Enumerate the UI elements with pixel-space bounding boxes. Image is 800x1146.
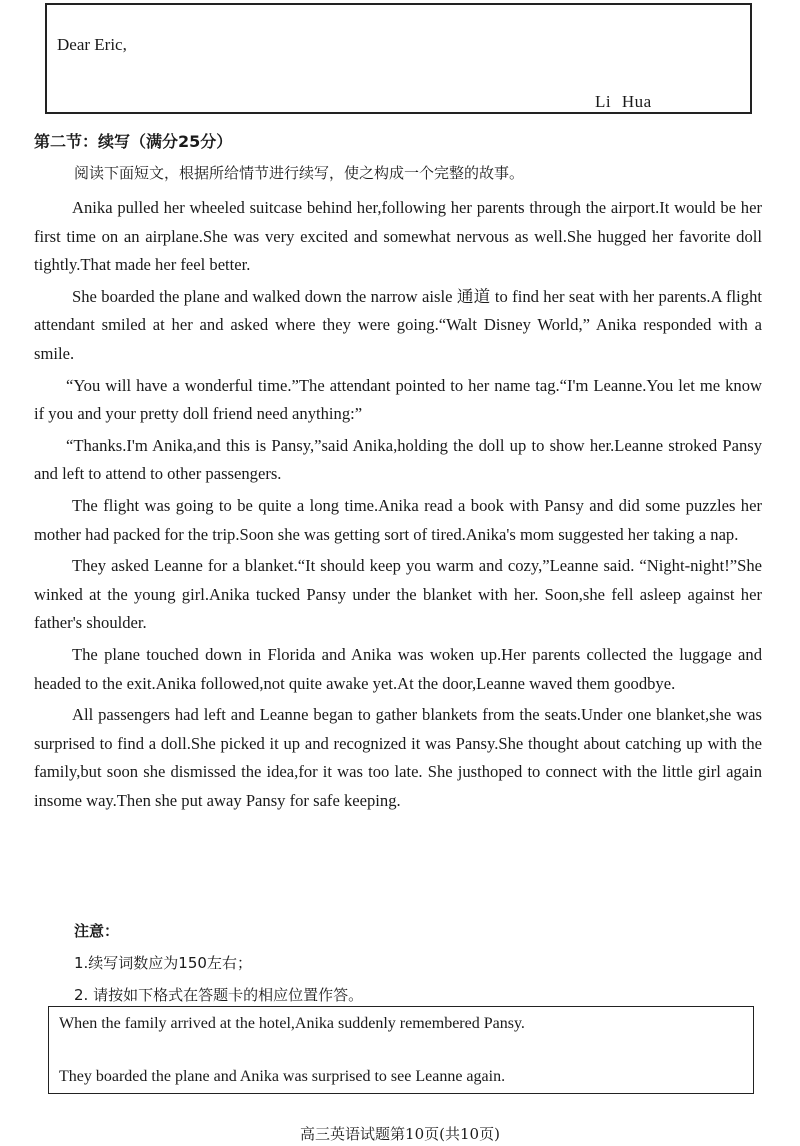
notes-item-2: 2. 请按如下格式在答题卡的相应位置作答。 xyxy=(74,986,364,1004)
story-paragraph-3: “You will have a wonderful time.”The attendant pointed to her name tag.“I'm Leanne.You let me know if you and your pretty doll friend need anything:” xyxy=(34,375,762,424)
notes-heading: 注意： xyxy=(74,922,120,940)
story-paragraph-8: All passengers had left and Leanne began to gather blankets from the seats.Under one blanket,she was surprised to find a doll.She picked it up and recognized it was Pansy.She thought about catching up with the family,but soon she dismissed the idea,for it was too late. She justhoped to connect with the little girl again insome way.Then she put away Pansy for safe keeping. xyxy=(34,705,762,810)
story-paragraph-1: Anika pulled her wheeled suitcase behind her,following her parents through the airport.It would be her first time on an airplane.She was very excited and somewhat nervous as well.She hugged her favorite doll tightly.That made her feel better. xyxy=(34,198,762,275)
signature-last-name: Hua xyxy=(621,92,652,111)
story-paragraph-4: “Thanks.I'm Anika,and this is Pansy,”said Anika,holding the doll up to show her.Leanne stroked Pansy and left to attend to other passengers. xyxy=(34,435,762,484)
notes-item-1: 1.续写词数应为150左右； xyxy=(74,954,252,972)
answer-format-box xyxy=(48,1006,754,1094)
answer-opening-line-1: When the family arrived at the hotel,Anika suddenly remembered Pansy. xyxy=(59,1015,525,1032)
section-title: 第二节：续写（满分25分） xyxy=(34,132,233,151)
letter-signature xyxy=(595,92,652,112)
section-instruction: 阅读下面短文，根据所给情节进行续写，使之构成一个完整的故事。 xyxy=(74,164,525,182)
signature-first-name: Li xyxy=(595,92,612,111)
story-paragraph-5: The flight was going to be quite a long time.Anika read a book with Pansy and did some puzzles her mother had packed for the trip.Soon she was getting sort of tired.Anika's mom suggested her taking a nap. xyxy=(34,495,762,544)
letter-salutation: Dear Eric, xyxy=(57,35,127,54)
answer-opening-line-2: They boarded the plane and Anika was surprised to see Leanne again. xyxy=(59,1068,506,1085)
story-paragraph-6: They asked Leanne for a blanket.“It should keep you warm and cozy,”Leanne said. “Night-night!”She winked at the young girl.Anika tucked Pansy under the blanket with her. Soon,she fell asleep against her father's shoulder. xyxy=(34,556,762,633)
page-footer: 高三英语试题第10页(共10页) xyxy=(300,1125,500,1143)
letter-writing-box xyxy=(45,3,752,114)
story-text xyxy=(34,194,762,815)
story-paragraph-7: The plane touched down in Florida and Anika was woken up.Her parents collected the luggage and headed to the exit.Anika followed,not quite awake yet.At the door,Leanne waved them goodbye. xyxy=(34,644,762,693)
story-paragraph-2: She boarded the plane and walked down the narrow aisle 通道 to find her seat with her parents.A flight attendant smiled at her and asked where they were going.“Walt Disney World,” Anika responded with a smile. xyxy=(34,286,762,363)
